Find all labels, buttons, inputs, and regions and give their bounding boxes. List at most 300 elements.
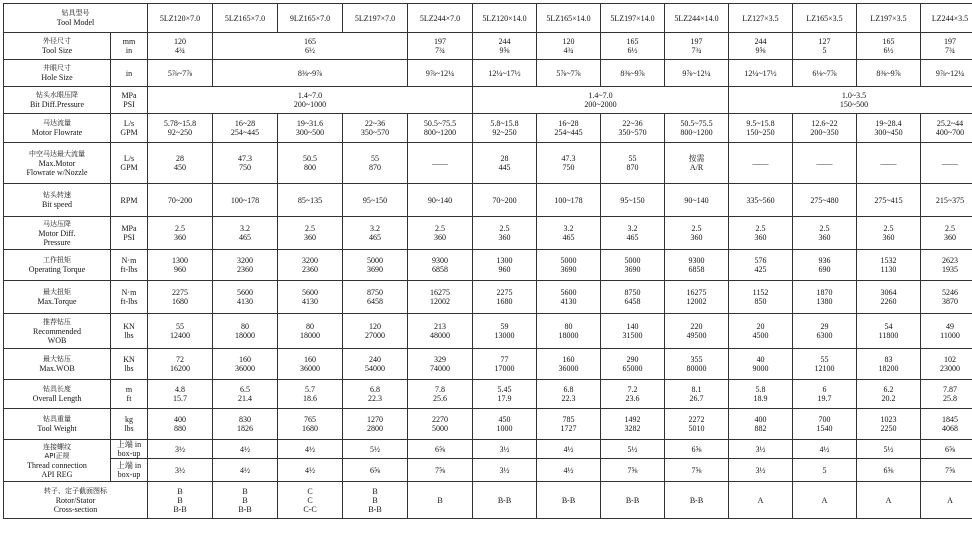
value-cell xyxy=(729,482,793,519)
cell-text: N·m xyxy=(112,256,146,265)
cell-text: 2275 xyxy=(149,288,211,297)
cell-text: 上端 in xyxy=(112,461,146,470)
cell-text: 25.2~44 xyxy=(922,119,972,128)
cell-text: 1870 xyxy=(794,288,855,297)
cell-text: 936 xyxy=(794,256,855,265)
cell-text: KN xyxy=(112,322,146,331)
cell-text: 2.5 xyxy=(794,224,855,233)
value-cell xyxy=(343,143,408,184)
cell-text: 1826 xyxy=(214,424,276,433)
cell-text: B xyxy=(214,487,276,496)
cell-text: 1680 xyxy=(279,424,341,433)
cell-text: 5000 xyxy=(344,256,406,265)
cell-text: 165 xyxy=(858,37,919,46)
cell-text: 197 xyxy=(409,37,471,46)
value-cell xyxy=(729,33,793,60)
cell-text: 12002 xyxy=(409,297,471,306)
cell-text: LZ244×3.5 xyxy=(932,14,968,23)
cell-text: 9⅞~12¼ xyxy=(682,69,710,78)
cell-text: 7⅝ xyxy=(628,466,638,475)
cell-text: 95~150 xyxy=(620,196,644,205)
value-cell xyxy=(921,459,972,482)
cell-text: 335~560 xyxy=(746,196,774,205)
value-cell xyxy=(537,409,601,440)
table-row xyxy=(4,143,972,184)
cell-text: 12¼~17½ xyxy=(488,69,520,78)
cell-text: 275~415 xyxy=(874,196,902,205)
cell-text: 765 xyxy=(279,415,341,424)
cell-text: 465 xyxy=(214,233,276,242)
cell-text: 5 xyxy=(794,46,855,55)
value-cell xyxy=(213,440,278,459)
value-cell xyxy=(473,281,537,314)
cell-text: 40 xyxy=(730,355,791,364)
cell-text: 165 xyxy=(602,37,663,46)
cell-text: 576 xyxy=(730,256,791,265)
model-header xyxy=(601,4,665,33)
cell-text: 3690 xyxy=(602,265,663,274)
cell-text: C xyxy=(279,496,341,505)
cell-text: 2275 xyxy=(474,288,535,297)
value-cell xyxy=(343,482,408,519)
value-cell xyxy=(343,184,408,217)
cell-text: 11800 xyxy=(858,331,919,340)
row-label xyxy=(4,60,111,87)
value-cell xyxy=(278,184,343,217)
value-cell xyxy=(921,250,972,281)
value-cell xyxy=(793,380,857,409)
unit-cell xyxy=(111,459,148,482)
cell-text: lbs xyxy=(112,424,146,433)
cell-text: 800~1200 xyxy=(666,128,727,137)
cell-text: 22~36 xyxy=(344,119,406,128)
cell-text: 18.9 xyxy=(730,394,791,403)
cell-text: kg xyxy=(112,415,146,424)
cell-text: 5LZ197×14.0 xyxy=(610,14,654,23)
cell-text: 2.5 xyxy=(149,224,211,233)
header-label xyxy=(4,4,148,33)
cell-text: 6 xyxy=(794,385,855,394)
cell-text: GPM xyxy=(112,163,146,172)
cell-text: 7¾ xyxy=(922,46,972,55)
cell-text: 80 xyxy=(214,322,276,331)
value-cell xyxy=(408,314,473,349)
value-cell xyxy=(278,409,343,440)
cell-text: 47.3 xyxy=(214,154,276,163)
cell-text: 48000 xyxy=(409,331,471,340)
cell-text: 1.4~7.0 xyxy=(149,91,471,100)
cell-text: 16~28 xyxy=(538,119,599,128)
cell-text: 26.7 xyxy=(666,394,727,403)
table-row xyxy=(4,314,972,349)
cell-text: Tool Size xyxy=(5,46,109,55)
cell-text: 77 xyxy=(474,355,535,364)
cell-text: 3.2 xyxy=(214,224,276,233)
cell-text: Rotor/Stator xyxy=(5,496,146,505)
cell-text: 360 xyxy=(794,233,855,242)
cell-text: 59 xyxy=(474,322,535,331)
cell-text: 18000 xyxy=(214,331,276,340)
cell-text: Bit speed xyxy=(5,200,109,209)
cell-text: 4½ xyxy=(240,466,250,475)
value-cell xyxy=(213,33,408,60)
value-cell xyxy=(148,380,213,409)
cell-text: 800 xyxy=(279,163,341,172)
cell-text: 1270 xyxy=(344,415,406,424)
cell-text: Overall Length xyxy=(5,394,109,403)
table-row xyxy=(4,440,972,459)
cell-text: B xyxy=(344,487,406,496)
value-cell xyxy=(537,250,601,281)
cell-text: 18200 xyxy=(858,364,919,373)
value-cell xyxy=(408,143,473,184)
spec-table xyxy=(3,3,972,519)
value-cell xyxy=(921,380,972,409)
value-cell xyxy=(408,349,473,380)
value-cell xyxy=(148,314,213,349)
model-header xyxy=(793,4,857,33)
cell-text: 5.78~15.8 xyxy=(149,119,211,128)
cell-text: 4½ xyxy=(305,445,315,454)
cell-text: 275~480 xyxy=(810,196,838,205)
value-cell xyxy=(408,33,473,60)
cell-text: ft-lbs xyxy=(112,297,146,306)
value-cell xyxy=(793,314,857,349)
cell-text: 960 xyxy=(474,265,535,274)
cell-text: 120 xyxy=(149,37,211,46)
row-label xyxy=(4,184,111,217)
cell-text: 2272 xyxy=(666,415,727,424)
value-cell xyxy=(921,482,972,519)
value-cell xyxy=(857,380,921,409)
cell-text: 29 xyxy=(794,322,855,331)
cell-text: A xyxy=(858,496,919,505)
cell-text: 360 xyxy=(279,233,341,242)
cell-text: PSI xyxy=(112,100,146,109)
value-cell xyxy=(921,349,972,380)
cell-text: 3690 xyxy=(538,265,599,274)
cell-text: 4½ xyxy=(820,445,830,454)
cell-text: 16200 xyxy=(149,364,211,373)
value-cell xyxy=(601,459,665,482)
cell-text: 4130 xyxy=(279,297,341,306)
value-cell xyxy=(408,60,473,87)
value-cell xyxy=(537,314,601,349)
cell-text: B-B xyxy=(538,496,599,505)
cell-text: A xyxy=(794,496,855,505)
cell-text: 360 xyxy=(730,233,791,242)
value-cell xyxy=(857,482,921,519)
cell-text: 1532 xyxy=(858,256,919,265)
cell-text: 360 xyxy=(666,233,727,242)
value-cell xyxy=(213,380,278,409)
cell-text: 7.8 xyxy=(409,385,471,394)
table-row xyxy=(4,60,972,87)
cell-text: 17000 xyxy=(474,364,535,373)
value-cell xyxy=(278,380,343,409)
cell-text: 36000 xyxy=(214,364,276,373)
cell-text: 1727 xyxy=(538,424,599,433)
value-cell xyxy=(278,143,343,184)
value-cell xyxy=(857,349,921,380)
value-cell xyxy=(278,314,343,349)
value-cell xyxy=(793,440,857,459)
cell-text: B xyxy=(409,496,471,505)
value-cell xyxy=(148,482,213,519)
value-cell xyxy=(601,217,665,250)
cell-text: 55 xyxy=(602,154,663,163)
cell-text: 8750 xyxy=(602,288,663,297)
row-label xyxy=(4,143,111,184)
model-header xyxy=(729,4,793,33)
cell-text: 329 xyxy=(409,355,471,364)
table-row xyxy=(4,380,972,409)
cell-text: 4500 xyxy=(730,331,791,340)
cell-text: 3½ xyxy=(756,445,766,454)
unit-cell xyxy=(111,349,148,380)
value-cell xyxy=(343,459,408,482)
value-cell xyxy=(343,114,408,143)
cell-text: 19~31.6 xyxy=(279,119,341,128)
cell-text: 3.2 xyxy=(344,224,406,233)
table-row xyxy=(4,217,972,250)
value-cell xyxy=(408,459,473,482)
cell-text: 200~2000 xyxy=(474,100,727,109)
value-cell xyxy=(857,409,921,440)
row-label xyxy=(4,349,111,380)
value-cell xyxy=(213,349,278,380)
cell-text: 200~1000 xyxy=(149,100,471,109)
cell-text: 上端 in xyxy=(112,440,146,449)
unit-cell xyxy=(111,281,148,314)
value-cell xyxy=(665,440,729,459)
cell-text: 92~250 xyxy=(149,128,211,137)
cell-text: 5.8 xyxy=(730,385,791,394)
cell-text: 1300 xyxy=(149,256,211,265)
model-header xyxy=(343,4,408,33)
value-cell xyxy=(665,184,729,217)
cell-text: 17.9 xyxy=(474,394,535,403)
cell-text: Tool Model xyxy=(5,18,146,27)
cell-text: C-C xyxy=(279,505,341,514)
value-cell xyxy=(213,409,278,440)
cell-text: 960 xyxy=(149,265,211,274)
cell-text: 80 xyxy=(538,322,599,331)
cell-text: lbs xyxy=(112,364,146,373)
value-cell xyxy=(601,409,665,440)
value-cell xyxy=(601,184,665,217)
model-header xyxy=(473,4,537,33)
value-cell xyxy=(857,459,921,482)
value-cell xyxy=(729,380,793,409)
cell-text: 5LZ165×7.0 xyxy=(225,14,265,23)
cell-text: 钻具型号 xyxy=(5,9,146,18)
cell-text: Cross-section xyxy=(5,505,146,514)
value-cell xyxy=(473,459,537,482)
cell-text: 16275 xyxy=(666,288,727,297)
value-cell xyxy=(921,440,972,459)
value-cell xyxy=(408,380,473,409)
cell-text: Motor Diff. xyxy=(5,229,109,238)
cell-text: 5600 xyxy=(214,288,276,297)
value-cell xyxy=(537,60,601,87)
value-cell xyxy=(473,440,537,459)
cell-text: Operating Torque xyxy=(5,265,109,274)
cell-text: 4.8 xyxy=(149,385,211,394)
value-cell xyxy=(473,314,537,349)
value-cell xyxy=(857,281,921,314)
value-cell xyxy=(857,250,921,281)
value-cell xyxy=(921,217,972,250)
value-cell xyxy=(921,409,972,440)
value-cell xyxy=(921,33,972,60)
cell-text: 244 xyxy=(474,37,535,46)
cell-text: 6⅝ xyxy=(945,445,955,454)
value-cell xyxy=(793,409,857,440)
cell-text: 12400 xyxy=(149,331,211,340)
cell-text: 5⅞~7⅞ xyxy=(168,69,192,78)
cell-text: Max.WOB xyxy=(5,364,109,373)
value-cell xyxy=(343,409,408,440)
cell-text: 3.2 xyxy=(538,224,599,233)
value-cell xyxy=(473,409,537,440)
row-label xyxy=(4,33,111,60)
cell-text: —— xyxy=(794,159,855,168)
cell-text: 9000 xyxy=(730,364,791,373)
value-cell xyxy=(537,459,601,482)
value-cell xyxy=(473,482,537,519)
unit-cell xyxy=(111,60,148,87)
unit-cell xyxy=(111,33,148,60)
cell-text: 3½ xyxy=(175,445,185,454)
cell-text: 200~350 xyxy=(794,128,855,137)
cell-text: 5600 xyxy=(279,288,341,297)
value-cell xyxy=(537,217,601,250)
value-cell xyxy=(343,217,408,250)
value-cell xyxy=(665,114,729,143)
cell-text: 4½ xyxy=(564,466,574,475)
cell-text: 49 xyxy=(922,322,972,331)
table-row xyxy=(4,459,972,482)
cell-text: 3½ xyxy=(500,466,510,475)
cell-text: 5.45 xyxy=(474,385,535,394)
cell-text: 8⅜~9⅞ xyxy=(298,69,322,78)
cell-text: 6.2 xyxy=(858,385,919,394)
cell-text: 5LZ120×14.0 xyxy=(482,14,526,23)
cell-text: 3½ xyxy=(175,466,185,475)
cell-text: API REG xyxy=(5,470,109,479)
cell-text: 1023 xyxy=(858,415,919,424)
cell-text: 4½ xyxy=(305,466,315,475)
cell-text: 127 xyxy=(794,37,855,46)
value-cell xyxy=(601,349,665,380)
value-cell xyxy=(408,184,473,217)
value-cell xyxy=(408,409,473,440)
header-row xyxy=(4,4,972,33)
row-label xyxy=(4,482,148,519)
cell-text: 5600 xyxy=(538,288,599,297)
value-cell xyxy=(729,184,793,217)
cell-text: B-B xyxy=(474,496,535,505)
value-cell xyxy=(473,87,729,114)
value-cell xyxy=(473,250,537,281)
cell-text: 23.6 xyxy=(602,394,663,403)
cell-text: 55 xyxy=(344,154,406,163)
cell-text: 25.6 xyxy=(409,394,471,403)
cell-text: 50.5~75.5 xyxy=(666,119,727,128)
cell-text: 1.4~7.0 xyxy=(474,91,727,100)
value-cell xyxy=(729,440,793,459)
cell-text: B xyxy=(149,496,211,505)
cell-text: 750 xyxy=(214,163,276,172)
cell-text: 7¾ xyxy=(666,46,727,55)
cell-text: 7⅝ xyxy=(435,466,445,475)
cell-text: 马达压降 xyxy=(5,220,109,229)
cell-text: 23000 xyxy=(922,364,972,373)
cell-text: 360 xyxy=(922,233,972,242)
model-header xyxy=(921,4,972,33)
value-cell xyxy=(665,314,729,349)
row-label xyxy=(4,440,111,482)
cell-text: 5010 xyxy=(666,424,727,433)
cell-text: 13000 xyxy=(474,331,535,340)
cell-text: 最大扭矩 xyxy=(5,288,109,297)
value-cell xyxy=(537,114,601,143)
cell-text: 55 xyxy=(149,322,211,331)
value-cell xyxy=(793,250,857,281)
cell-text: 6858 xyxy=(666,265,727,274)
cell-text: 445 xyxy=(474,163,535,172)
cell-text: 1680 xyxy=(474,297,535,306)
cell-text: 102 xyxy=(922,355,972,364)
value-cell xyxy=(148,184,213,217)
cell-text: 7⅝ xyxy=(692,466,702,475)
cell-text: PSI xyxy=(112,233,146,242)
cell-text: 83 xyxy=(858,355,919,364)
value-cell xyxy=(148,250,213,281)
value-cell xyxy=(473,143,537,184)
value-cell xyxy=(408,482,473,519)
cell-text: 1935 xyxy=(922,265,972,274)
cell-text: B xyxy=(149,487,211,496)
cell-text: 15.7 xyxy=(149,394,211,403)
value-cell xyxy=(213,217,278,250)
cell-text: 5000 xyxy=(538,256,599,265)
unit-cell xyxy=(111,87,148,114)
cell-text: 18.6 xyxy=(279,394,341,403)
value-cell xyxy=(793,482,857,519)
cell-text: 2.5 xyxy=(666,224,727,233)
cell-text: 2.5 xyxy=(409,224,471,233)
value-cell xyxy=(665,250,729,281)
cell-text: GPM xyxy=(112,128,146,137)
cell-text: 钻具重量 xyxy=(5,415,109,424)
cell-text: 钻头转速 xyxy=(5,191,109,200)
value-cell xyxy=(537,184,601,217)
value-cell xyxy=(213,281,278,314)
cell-text: 9⅞~12¼ xyxy=(936,69,964,78)
value-cell xyxy=(473,60,537,87)
value-cell xyxy=(729,349,793,380)
cell-text: 690 xyxy=(794,265,855,274)
cell-text: 12002 xyxy=(666,297,727,306)
cell-text: 465 xyxy=(344,233,406,242)
value-cell xyxy=(729,60,793,87)
cell-text: Flowrate w/Nozzle xyxy=(5,168,109,177)
table-row xyxy=(4,409,972,440)
cell-text: 70~200 xyxy=(168,196,192,205)
cell-text: —— xyxy=(409,159,471,168)
